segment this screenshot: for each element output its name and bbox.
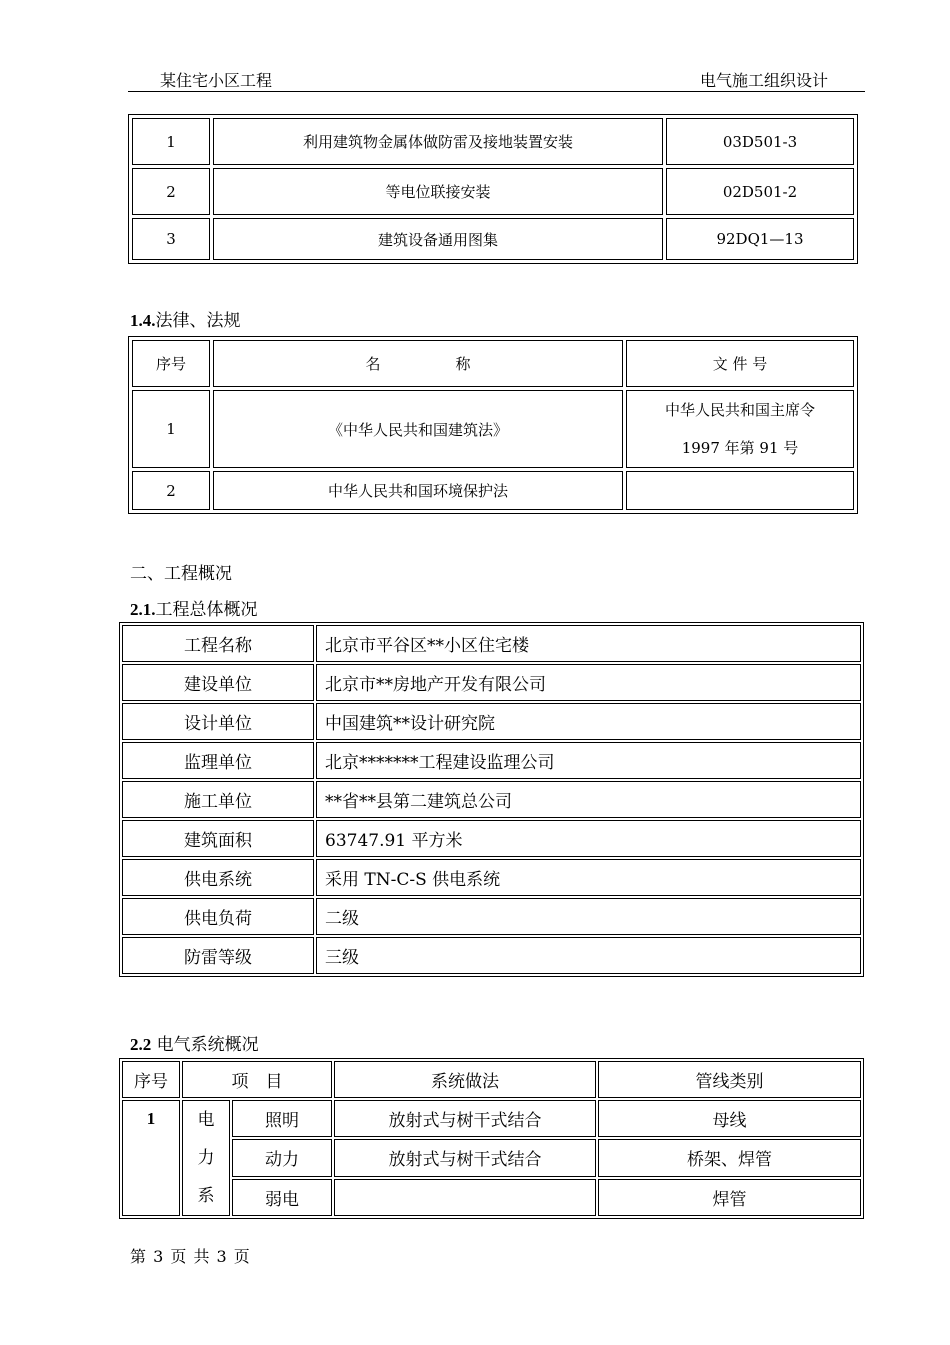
table-row bbox=[122, 1100, 861, 1137]
table-row bbox=[122, 664, 861, 701]
overview-value: 北京市平谷区**小区住宅楼 bbox=[316, 625, 861, 662]
electrical-section-title bbox=[130, 1030, 259, 1055]
header-document-title: 电气施工组织设计 bbox=[700, 71, 829, 90]
overview-key: 建设单位 bbox=[122, 664, 314, 701]
overview-key: 建筑面积 bbox=[122, 820, 314, 857]
overview-value: **省**县第二建筑总公司 bbox=[316, 781, 861, 818]
standard-atlas-table bbox=[128, 114, 858, 264]
elec-item: 动力 bbox=[232, 1139, 332, 1176]
project-overview-table bbox=[119, 622, 864, 977]
overview-section-number: 2.1. bbox=[130, 600, 156, 619]
laws-doc bbox=[626, 390, 854, 468]
table-row bbox=[132, 118, 854, 165]
table-row bbox=[122, 937, 861, 974]
elec-pipe: 母线 bbox=[598, 1100, 861, 1137]
overview-key: 施工单位 bbox=[122, 781, 314, 818]
table-row bbox=[122, 781, 861, 818]
overview-value: 中国建筑**设计研究院 bbox=[316, 703, 861, 740]
table-row bbox=[122, 625, 861, 662]
overview-value: 北京市**房地产开发有限公司 bbox=[316, 664, 861, 701]
overview-key: 供电负荷 bbox=[122, 898, 314, 935]
overview-section-title bbox=[130, 595, 258, 620]
elec-group-char: 力 bbox=[197, 1148, 215, 1168]
elec-group-char: 电 bbox=[197, 1110, 215, 1130]
overview-key: 设计单位 bbox=[122, 703, 314, 740]
electrical-section-text: 电气系统概况 bbox=[151, 1035, 259, 1055]
elec-item: 照明 bbox=[232, 1100, 332, 1137]
laws-header-no: 序号 bbox=[132, 340, 210, 387]
header-rule bbox=[128, 91, 865, 92]
table-header-row bbox=[132, 340, 854, 387]
elec-group-no: 1 bbox=[122, 1100, 180, 1216]
elec-group-label bbox=[182, 1100, 230, 1216]
laws-header-name: 名 称 bbox=[213, 340, 623, 387]
page-footer: 第 3 页 共 3 页 bbox=[130, 1247, 251, 1266]
elec-group-char: 系 bbox=[197, 1186, 215, 1206]
laws-no: 1 bbox=[132, 390, 210, 468]
overview-value: 二级 bbox=[316, 898, 861, 935]
table-header-row bbox=[122, 1061, 861, 1098]
overview-chapter-title: 二、工程概况 bbox=[130, 564, 232, 584]
elec-header-method: 系统做法 bbox=[334, 1061, 596, 1098]
atlas-code: 03D501-3 bbox=[666, 118, 854, 165]
laws-name: 中华人民共和国环境保护法 bbox=[213, 471, 623, 510]
laws-section-number: 1.4. bbox=[130, 311, 156, 330]
elec-method: 放射式与树干式结合 bbox=[334, 1100, 596, 1137]
overview-key: 供电系统 bbox=[122, 859, 314, 896]
laws-name: 《中华人民共和国建筑法》 bbox=[213, 390, 623, 468]
overview-value: 63747.91 平方米 bbox=[316, 820, 861, 857]
table-row bbox=[132, 390, 854, 468]
laws-section-text: 法律、法规 bbox=[155, 311, 241, 331]
atlas-name: 等电位联接安装 bbox=[213, 168, 663, 215]
table-row bbox=[122, 859, 861, 896]
overview-value: 北京*******工程建设监理公司 bbox=[316, 742, 861, 779]
atlas-name: 建筑设备通用图集 bbox=[213, 218, 663, 260]
atlas-name: 利用建筑物金属体做防雷及接地装置安装 bbox=[213, 118, 663, 165]
laws-doc-line2: 1997 年第 91 号 bbox=[681, 439, 799, 457]
elec-header-item: 项 目 bbox=[182, 1061, 332, 1098]
laws-doc bbox=[626, 471, 854, 510]
table-row bbox=[122, 820, 861, 857]
atlas-code: 92DQ1—13 bbox=[666, 218, 854, 260]
elec-header-pipe: 管线类别 bbox=[598, 1061, 861, 1098]
elec-pipe: 焊管 bbox=[598, 1179, 861, 1216]
atlas-no: 1 bbox=[132, 118, 210, 165]
atlas-no: 3 bbox=[132, 218, 210, 260]
header-project-name: 某住宅小区工程 bbox=[160, 71, 273, 90]
table-row bbox=[122, 1139, 861, 1176]
electrical-section-number: 2.2 bbox=[130, 1035, 152, 1054]
elec-pipe: 桥架、焊管 bbox=[598, 1139, 861, 1176]
table-row bbox=[122, 742, 861, 779]
elec-method: 放射式与树干式结合 bbox=[334, 1139, 596, 1176]
laws-doc-line1: 中华人民共和国主席令 bbox=[664, 401, 815, 419]
overview-key: 防雷等级 bbox=[122, 937, 314, 974]
laws-no: 2 bbox=[132, 471, 210, 510]
laws-header-doc: 文 件 号 bbox=[626, 340, 854, 387]
table-row bbox=[122, 703, 861, 740]
atlas-no: 2 bbox=[132, 168, 210, 215]
table-row bbox=[122, 898, 861, 935]
laws-table bbox=[128, 336, 858, 514]
elec-header-no: 序号 bbox=[122, 1061, 180, 1098]
overview-key: 监理单位 bbox=[122, 742, 314, 779]
table-row bbox=[132, 168, 854, 215]
overview-key: 工程名称 bbox=[122, 625, 314, 662]
electrical-system-table bbox=[119, 1058, 864, 1219]
atlas-code: 02D501-2 bbox=[666, 168, 854, 215]
overview-section-text: 工程总体概况 bbox=[155, 600, 258, 620]
overview-value: 采用 TN-C-S 供电系统 bbox=[316, 859, 861, 896]
laws-section-title bbox=[130, 306, 241, 331]
table-row bbox=[132, 471, 854, 510]
overview-value: 三级 bbox=[316, 937, 861, 974]
table-row bbox=[132, 218, 854, 260]
elec-item: 弱电 bbox=[232, 1179, 332, 1216]
elec-method bbox=[334, 1179, 596, 1216]
table-row bbox=[122, 1179, 861, 1216]
